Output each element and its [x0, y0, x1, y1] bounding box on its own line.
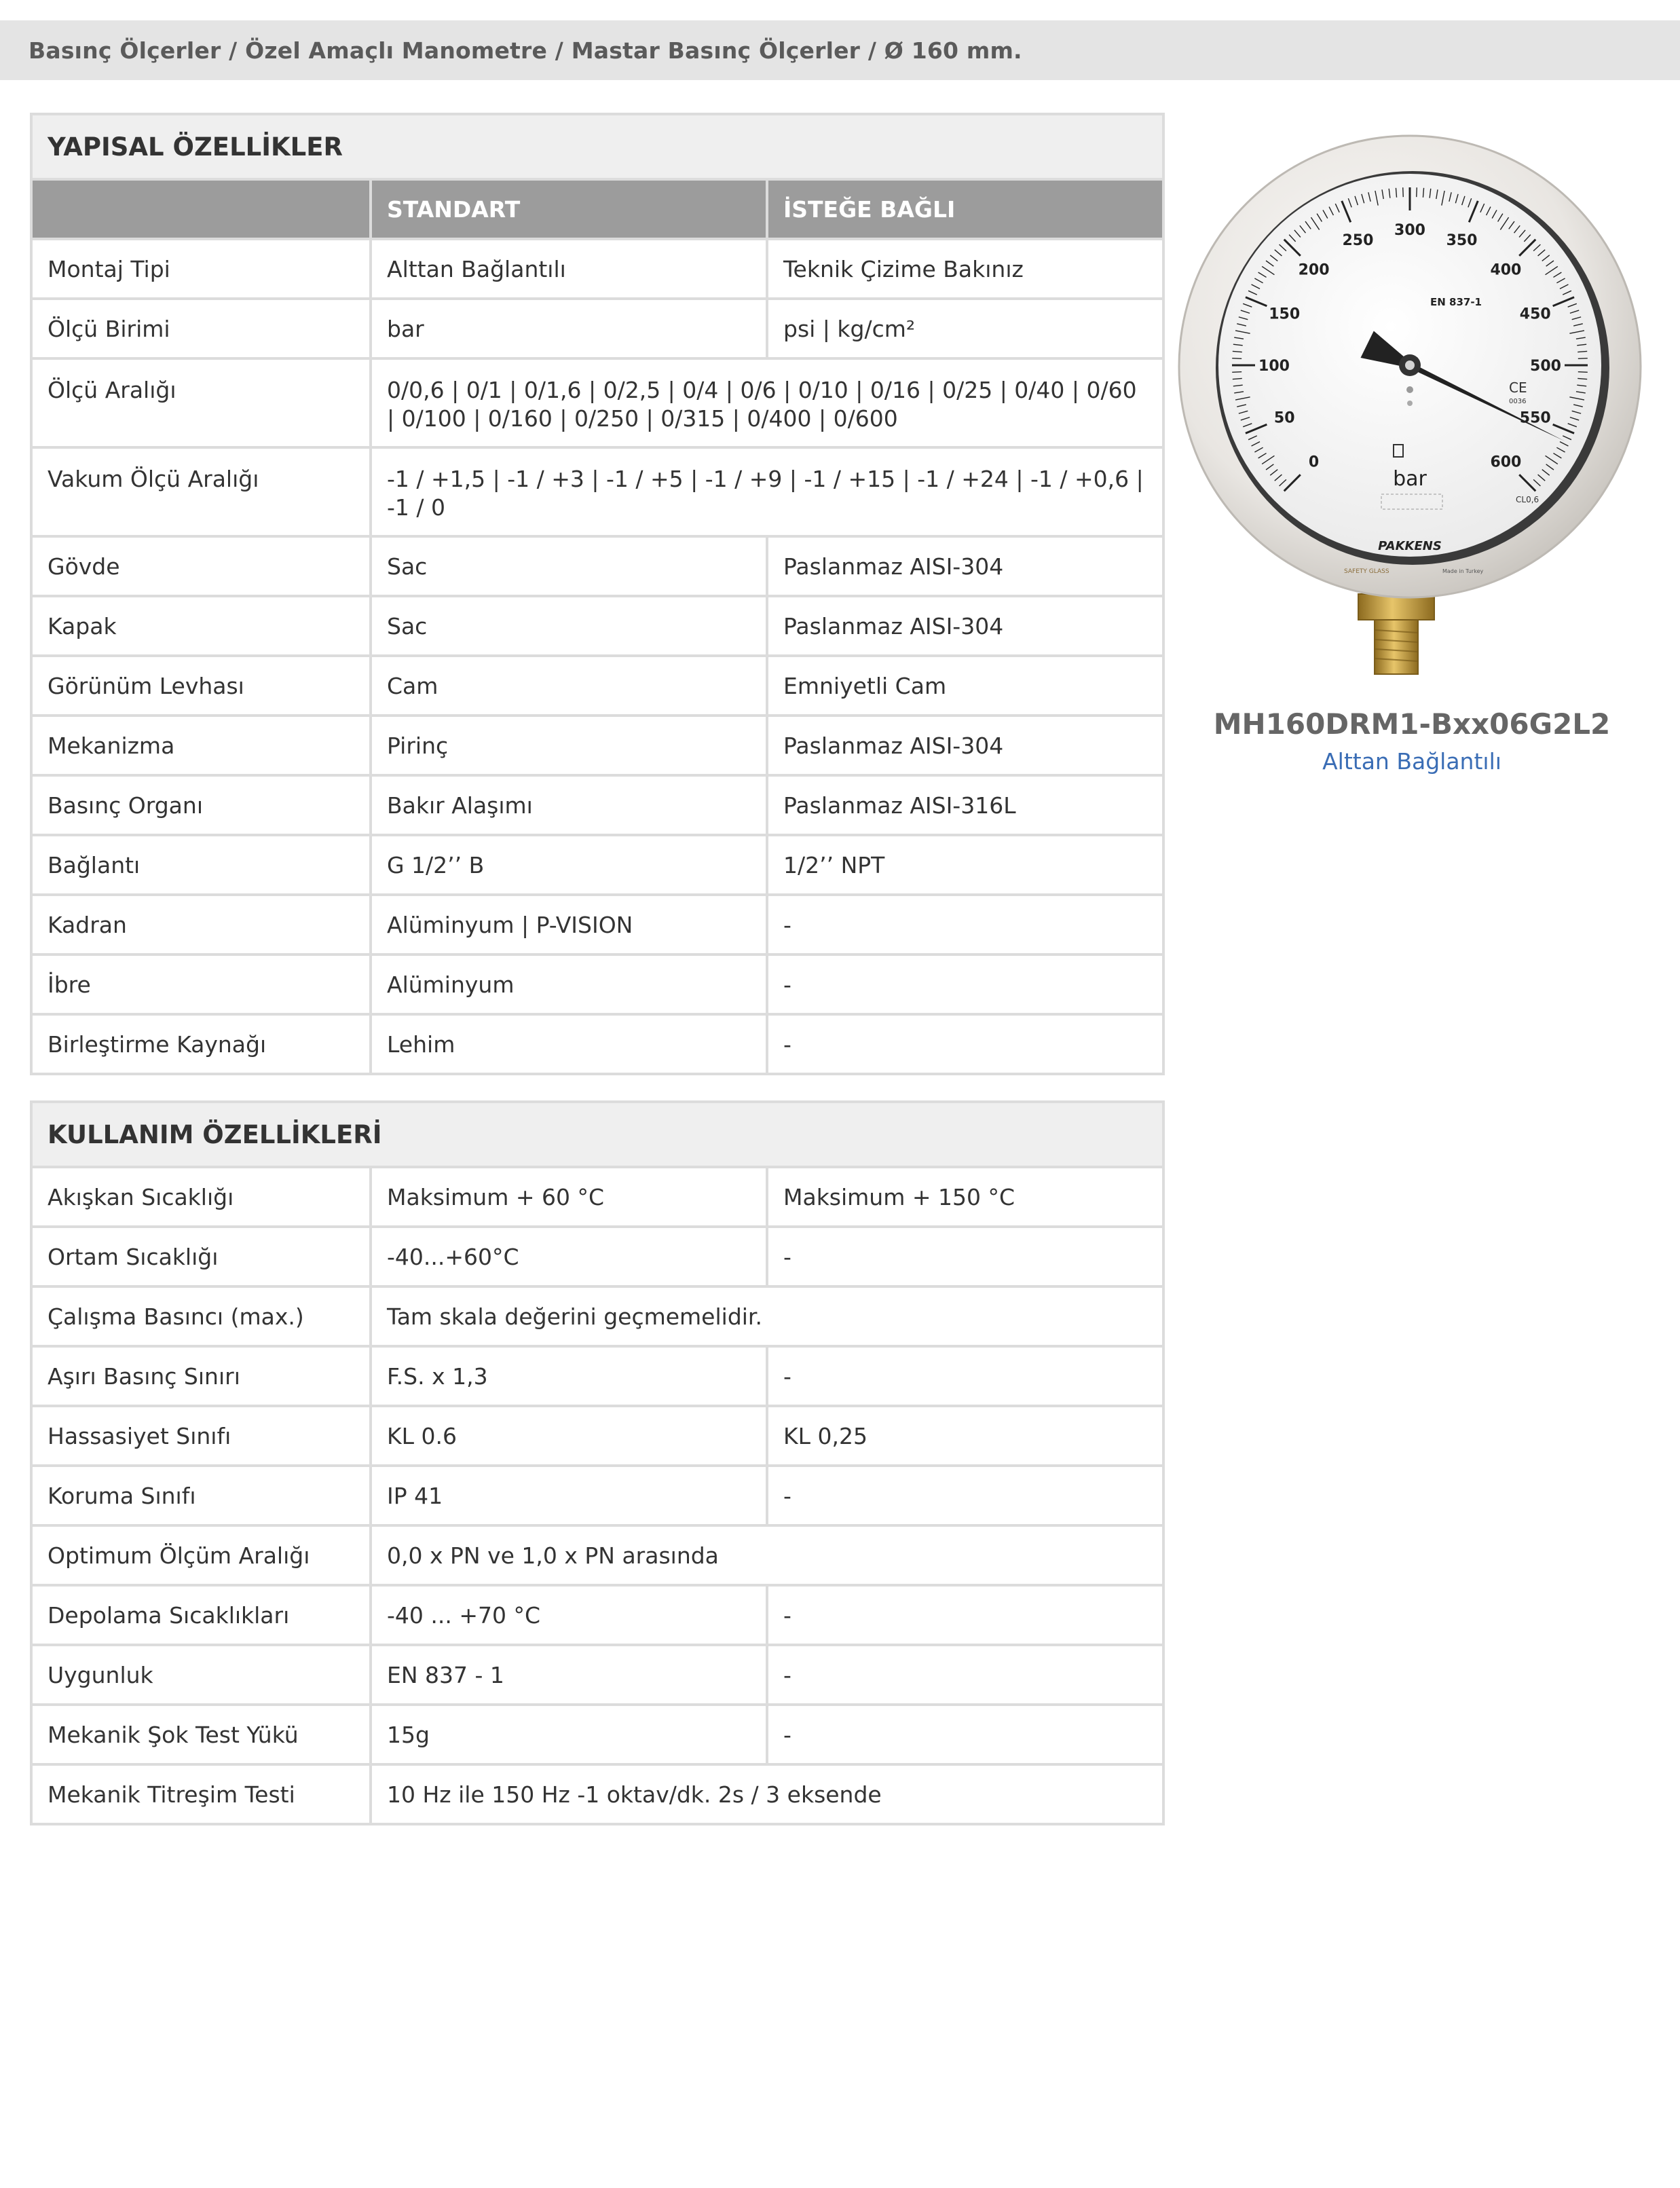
spec-standard-value: Alüminyum: [371, 954, 767, 1014]
spec-standard-value: bar: [371, 299, 767, 358]
spec-label: Çalışma Basıncı (max.): [31, 1286, 371, 1346]
spec-optional-value: -: [767, 954, 1163, 1014]
spec-optional-value: -: [767, 1466, 1163, 1525]
spec-row: [31, 1705, 1163, 1764]
spec-label: Gövde: [31, 536, 371, 596]
header-empty-cell: [31, 179, 371, 239]
spec-optional-value: Paslanmaz AISI-304: [767, 596, 1163, 656]
spec-label: Bağlantı: [31, 835, 371, 895]
spec-label: İbre: [31, 954, 371, 1014]
spec-standard-value: Lehim: [371, 1014, 767, 1074]
dial-unit: bar: [1393, 467, 1427, 491]
spec-standard-value: G 1/2’’ B: [371, 835, 767, 895]
dial-origin: Made in Turkey: [1442, 568, 1484, 574]
minor-tick: [1578, 372, 1588, 373]
spec-optional-value: -: [767, 1014, 1163, 1074]
product-subtitle: Alttan Bağlantılı: [1322, 748, 1501, 775]
usage-specs-table: [30, 1100, 1165, 1825]
spec-label: Birleştirme Kaynağı: [31, 1014, 371, 1074]
dial-class: CL0,6: [1516, 495, 1539, 504]
minor-tick: [1578, 358, 1588, 359]
spec-optional-value: Paslanmaz AISI-304: [767, 536, 1163, 596]
spec-standard-value: Sac: [371, 596, 767, 656]
spec-optional-value: -: [767, 895, 1163, 954]
spec-standard-value: Bakır Alaşımı: [371, 775, 767, 835]
spec-standard-value: EN 837 - 1: [371, 1645, 767, 1705]
spec-standard-value: -40...+60°C: [371, 1227, 767, 1286]
spec-row: [31, 1645, 1163, 1705]
product-code: MH160DRM1-Bxx06G2L2: [1213, 707, 1611, 741]
spec-label: Kadran: [31, 895, 371, 954]
dial-tick-label: 500: [1530, 358, 1561, 375]
spec-standard-value: Alüminyum | P-VISION: [371, 895, 767, 954]
dial-tick-label: 100: [1258, 358, 1290, 375]
spec-row: [31, 775, 1163, 835]
spec-row: [31, 835, 1163, 895]
spec-optional-value: -: [767, 1585, 1163, 1645]
spec-label: Depolama Sıcaklıkları: [31, 1585, 371, 1645]
spec-value: 10 Hz ile 150 Hz -1 oktav/dk. 2s / 3 eksende: [371, 1764, 1163, 1824]
spec-row: [31, 447, 1163, 536]
dial-tick-label: 600: [1490, 453, 1522, 471]
dial-tick-label: 200: [1298, 261, 1330, 279]
spec-optional-value: Paslanmaz AISI-316L: [767, 775, 1163, 835]
spec-label: Ortam Sıcaklığı: [31, 1227, 371, 1286]
spec-optional-value: 1/2’’ NPT: [767, 835, 1163, 895]
spec-row: [31, 239, 1163, 299]
spec-value: 0,0 x PN ve 1,0 x PN arasında: [371, 1525, 1163, 1585]
minor-tick: [1232, 358, 1242, 359]
spec-row: [31, 1585, 1163, 1645]
dial-standard: EN 837-1: [1430, 296, 1482, 308]
dial-tick-label: 0: [1308, 453, 1320, 471]
spec-standard-value: 15g: [371, 1705, 767, 1764]
spec-optional-value: -: [767, 1645, 1163, 1705]
spec-value: Tam skala değerini geçmemelidir.: [371, 1286, 1163, 1346]
spec-label: Görünüm Levhası: [31, 656, 371, 716]
spec-row: [31, 1014, 1163, 1074]
spec-standard-value: Sac: [371, 536, 767, 596]
zero-adjust-dot: [1406, 386, 1413, 393]
dial-tick-label: 250: [1342, 232, 1374, 250]
spec-label: Mekanik Titreşim Testi: [31, 1764, 371, 1824]
spec-row: [31, 596, 1163, 656]
spec-row: [31, 656, 1163, 716]
spec-row: [31, 1227, 1163, 1286]
dial-ce-number: 0036: [1509, 398, 1527, 405]
spec-standard-value: Cam: [371, 656, 767, 716]
spec-standard-value: Pirinç: [371, 716, 767, 775]
dial-tick-label: 400: [1490, 261, 1522, 279]
spec-row: [31, 716, 1163, 775]
spec-optional-value: Maksimum + 150 °C: [767, 1167, 1163, 1227]
spec-optional-value: psi | kg/cm²: [767, 299, 1163, 358]
connector-thread: [1375, 620, 1418, 674]
dial-tick-label: 50: [1273, 409, 1295, 427]
minor-tick: [1403, 187, 1404, 197]
dial-ce-mark: CE: [1509, 379, 1527, 396]
spec-row: [31, 1764, 1163, 1824]
spec-row: [31, 536, 1163, 596]
spec-row: [31, 1346, 1163, 1406]
spec-optional-value: KL 0,25: [767, 1406, 1163, 1466]
spec-row: [31, 1167, 1163, 1227]
dial-tick-label: 450: [1519, 305, 1551, 323]
dial-tick-label: 350: [1446, 232, 1478, 250]
spec-standard-value: F.S. x 1,3: [371, 1346, 767, 1406]
spec-row: [31, 1525, 1163, 1585]
spec-row: [31, 1466, 1163, 1525]
gauge-illustration: [1178, 122, 1646, 692]
spec-optional-value: -: [767, 1705, 1163, 1764]
spec-label: Hassasiyet Sınıfı: [31, 1406, 371, 1466]
spec-label: Uygunluk: [31, 1645, 371, 1705]
spec-standard-value: -40 ... +70 °C: [371, 1585, 767, 1645]
spec-label: Optimum Ölçüm Aralığı: [31, 1525, 371, 1585]
spec-label: Koruma Sınıfı: [31, 1466, 371, 1525]
spec-row: [31, 1286, 1163, 1346]
spec-label: Vakum Ölçü Aralığı: [31, 447, 371, 536]
spec-value: -1 / +1,5 | -1 / +3 | -1 / +5 | -1 / +9 | -1 / +15 | -1 / +24 | -1 / +0,6 | -1 / 0: [371, 447, 1163, 536]
dial-tick-label: 300: [1394, 222, 1425, 239]
spec-label: Kapak: [31, 596, 371, 656]
header-standard: STANDART: [371, 179, 767, 239]
spec-label: Montaj Tipi: [31, 239, 371, 299]
structural-specs-table: [30, 113, 1165, 1075]
zero-adjust-dot-2: [1407, 401, 1413, 406]
dial-tick-label: 550: [1519, 409, 1551, 427]
spec-optional-value: Paslanmaz AISI-304: [767, 716, 1163, 775]
spec-row: [31, 299, 1163, 358]
spec-optional-value: Emniyetli Cam: [767, 656, 1163, 716]
dial-tick-label: 150: [1269, 305, 1301, 323]
spec-label: Mekanik Şok Test Yükü: [31, 1705, 371, 1764]
spec-row: [31, 358, 1163, 447]
needle-hub-cap: [1405, 360, 1415, 370]
dial-brand: PAKKENS: [1378, 539, 1442, 553]
spec-label: Mekanizma: [31, 716, 371, 775]
header-optional: İSTEĞE BAĞLI: [767, 179, 1163, 239]
breadcrumb: Basınç Ölçerler / Özel Amaçlı Manometre / Mastar Basınç Ölçerler / Ø 160 mm.: [0, 20, 1680, 80]
spec-standard-value: Alttan Bağlantılı: [371, 239, 767, 299]
structural-specs-title: YAPISAL ÖZELLİKLER: [31, 114, 1163, 179]
spec-standard-value: KL 0.6: [371, 1406, 767, 1466]
usage-specs-title: KULLANIM ÖZELLİKLERİ: [31, 1102, 1163, 1167]
minor-tick: [1232, 372, 1242, 373]
spec-value: 0/0,6 | 0/1 | 0/1,6 | 0/2,5 | 0/4 | 0/6 | 0/10 | 0/16 | 0/25 | 0/40 | 0/60 | 0/100 | 0/160 | 0/250 | 0/315 | 0/400 | 0/600: [371, 358, 1163, 447]
spec-label: Aşırı Basınç Sınırı: [31, 1346, 371, 1406]
spec-label: Basınç Organı: [31, 775, 371, 835]
spec-label: Akışkan Sıcaklığı: [31, 1167, 371, 1227]
spec-optional-value: Teknik Çizime Bakınız: [767, 239, 1163, 299]
spec-label: Ölçü Birimi: [31, 299, 371, 358]
spec-standard-value: Maksimum + 60 °C: [371, 1167, 767, 1227]
spec-row: [31, 1406, 1163, 1466]
dial-safety-marking: SAFETY GLASS: [1344, 568, 1389, 575]
spec-optional-value: -: [767, 1227, 1163, 1286]
spec-standard-value: IP 41: [371, 1466, 767, 1525]
pressure-gauge-image: [1178, 122, 1646, 692]
spec-optional-value: -: [767, 1346, 1163, 1406]
spec-row: [31, 954, 1163, 1014]
spec-label: Ölçü Aralığı: [31, 358, 371, 447]
spec-row: [31, 895, 1163, 954]
